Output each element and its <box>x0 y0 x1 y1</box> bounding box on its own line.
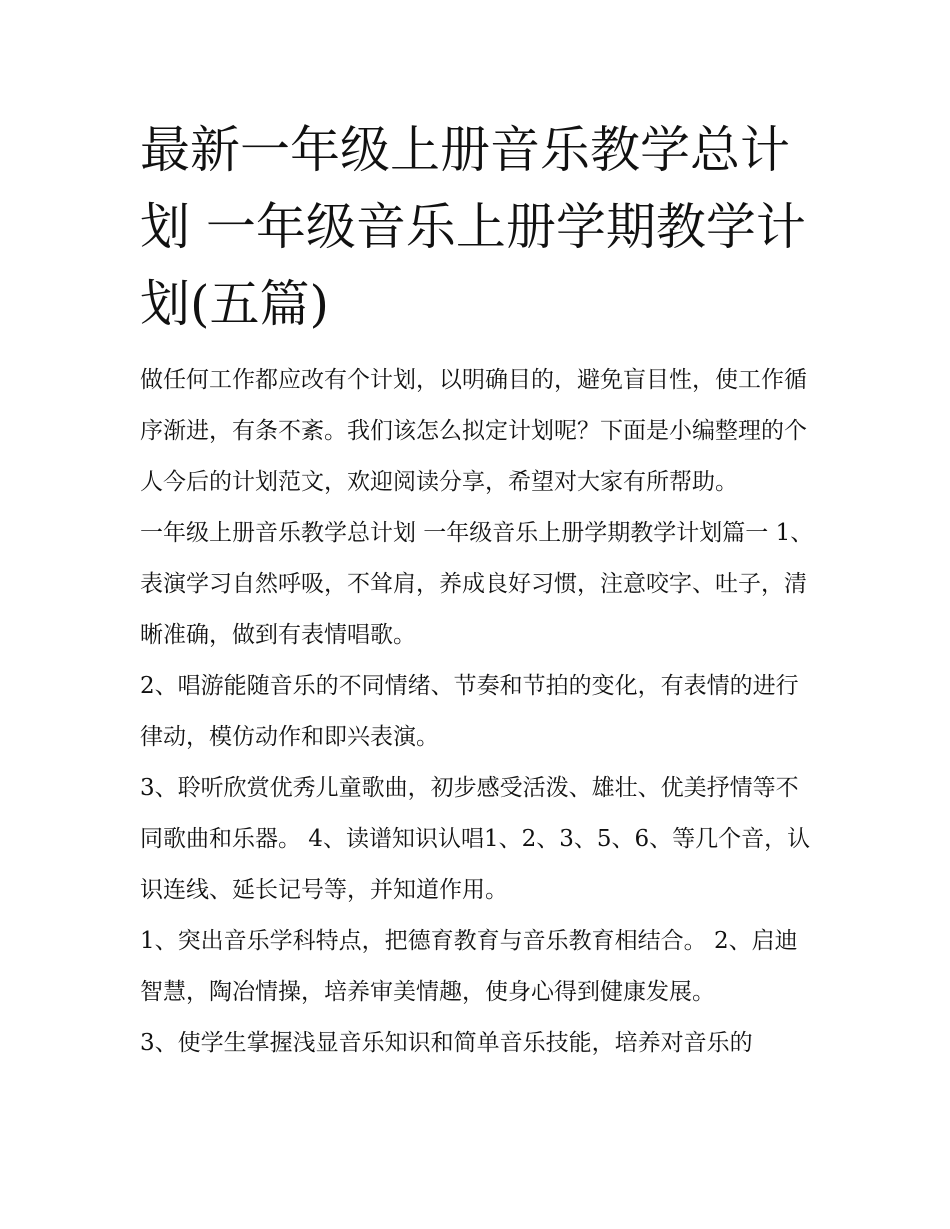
paragraph-item-2: 2、唱游能随音乐的不同情绪、节奏和节拍的变化，有表情的进行律动，模仿动作和即兴表演。 <box>140 673 799 750</box>
paragraph-intro: 做任何工作都应改有个计划，以明确目的，避免盲目性，使工作循序渐进，有条不紊。我们该怎么拟定计划呢？下面是小编整理的个人今后的计划范文，欢迎阅读分享，希望对大家有所帮助。 <box>140 367 807 495</box>
paragraph-goals-1-2: 1、突出音乐学科特点，把德育教育与音乐教育相结合。 2、启迪智慧，陶冶情操，培养审美情趣，使身心得到健康发展。 <box>140 928 798 1005</box>
paragraph-goal-3: 3、使学生掌握浅显音乐知识和简单音乐技能，培养对音乐的 <box>140 1030 753 1056</box>
document-body <box>140 355 820 1069</box>
paragraph-item-3-4: 3、聆听欣赏优秀儿童歌曲，初步感受活泼、雄壮、优美抒情等不同歌曲和乐器。 4、读谱知识认唱1、2、3、5、6、等几个音，认识连线、延长记号等，并知道作用。 <box>140 775 811 903</box>
document-title: 最新一年级上册音乐教学总计划 一年级音乐上册学期教学计划(五篇) <box>140 121 806 333</box>
paragraph-plan-one: 一年级上册音乐教学总计划 一年级音乐上册学期教学计划篇一 1、表演学习自然呼吸，不耸肩，养成良好习惯，注意咬字、吐子，清晰准确，做到有表情唱歌。 <box>140 520 814 648</box>
